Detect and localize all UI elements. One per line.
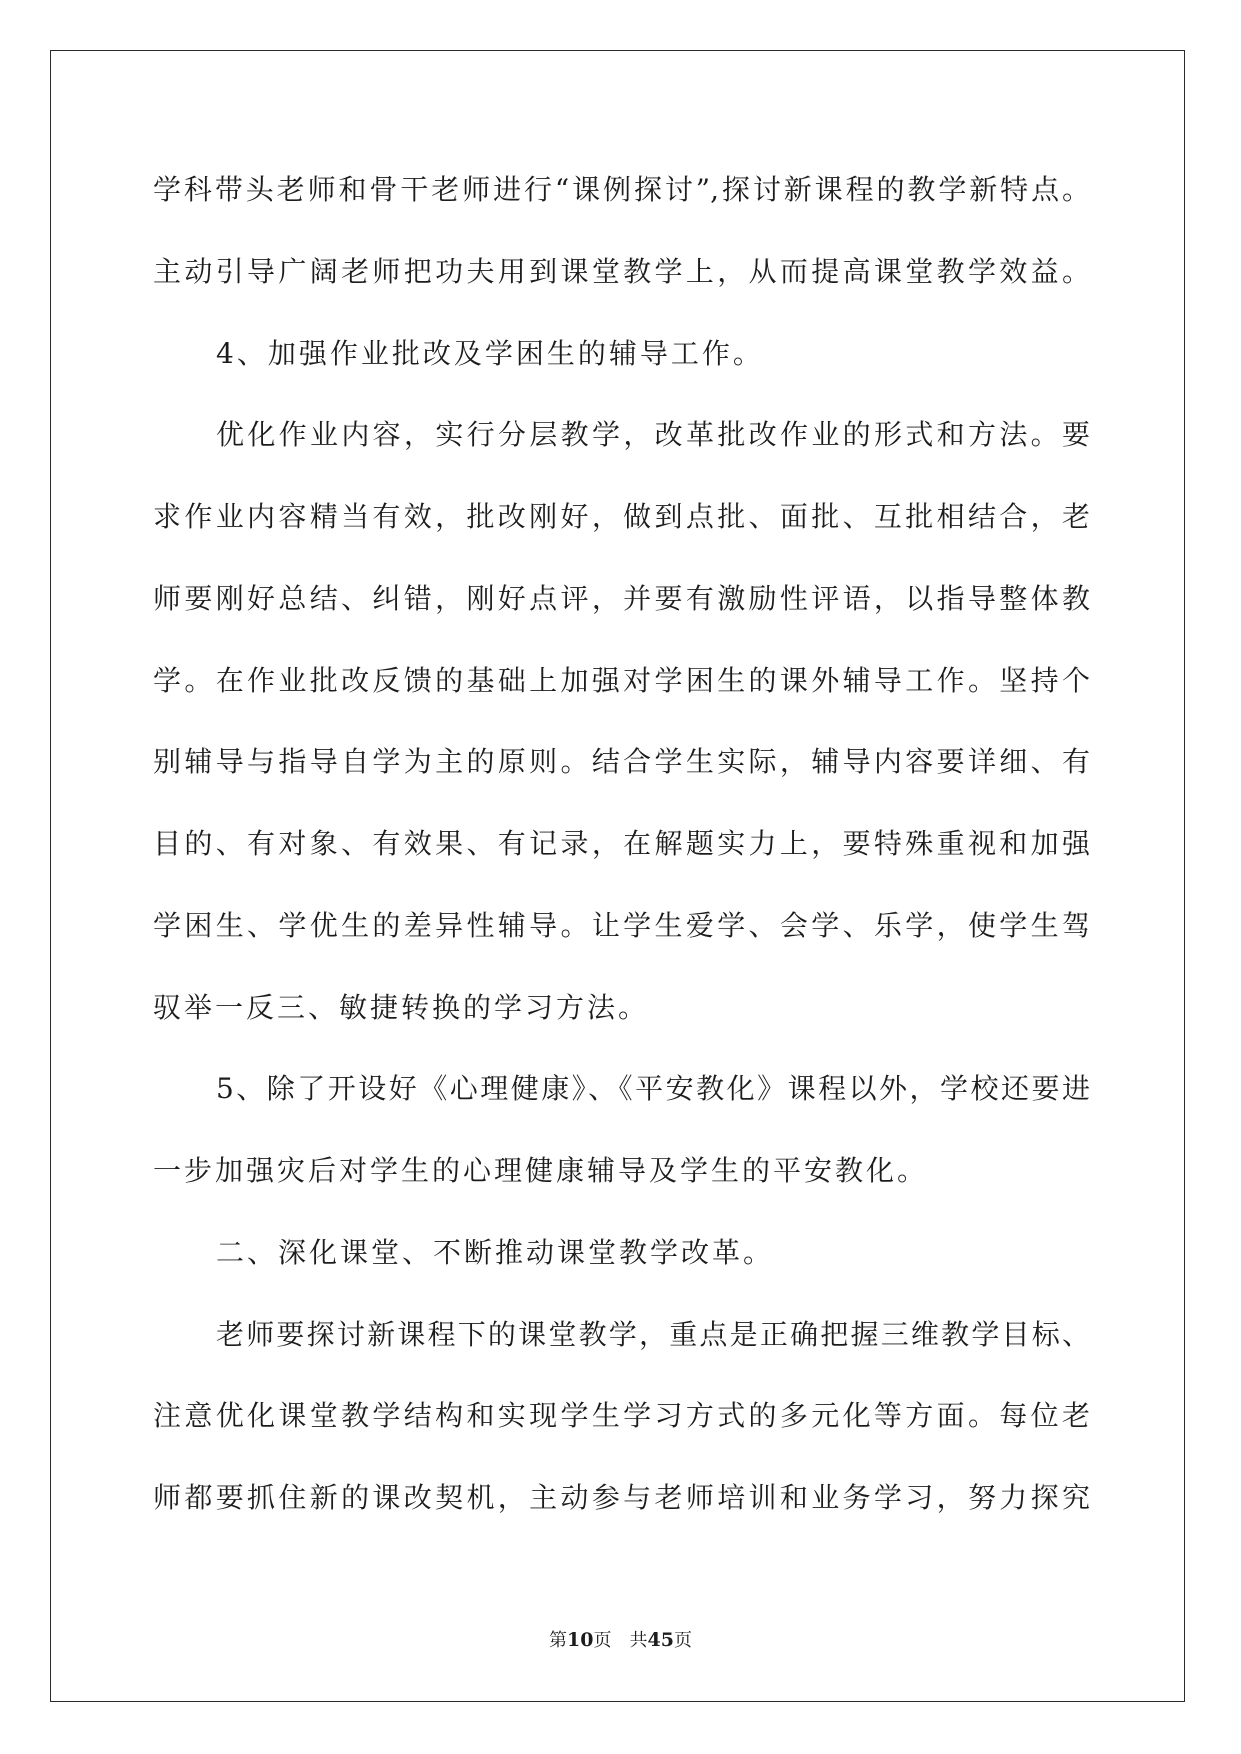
text-line: 一步加强灾后对学生的心理健康辅导及学生的平安教化。 bbox=[153, 1154, 929, 1187]
page-number-total: 45 bbox=[647, 1629, 674, 1651]
page-number-current: 10 bbox=[567, 1629, 594, 1651]
text-line: 师要刚好总结、纠错，刚好点评，并要有激励性评语，以指导整体教 bbox=[153, 581, 1090, 615]
text-line: 学。在作业批改反馈的基础上加强对学困生的课外辅导工作。坚持个 bbox=[153, 663, 1090, 697]
text-line: 别辅导与指导自学为主的原则。结合学生实际，辅导内容要详细、有 bbox=[153, 745, 1090, 779]
text-line: 师都要抓住新的课改契机，主动参与老师培训和业务学习，努力探究 bbox=[153, 1481, 1090, 1514]
text-line: 驭举一反三、敏捷转换的学习方法。 bbox=[153, 990, 650, 1024]
page-number-suffix: 页 bbox=[593, 1630, 612, 1651]
text-line: 优化作业内容，实行分层教学，改革批改作业的形式和方法。要 bbox=[216, 418, 1090, 452]
text-line: 老师要探讨新课程下的课堂教学，重点是正确把握三维教学目标、 bbox=[216, 1317, 1090, 1351]
page-body bbox=[153, 149, 1090, 1539]
text-line: 学科带头老师和骨干老师进行“课例探讨”,探讨新课程的教学新特点。 bbox=[153, 173, 1090, 206]
page-total-suffix: 页 bbox=[673, 1630, 692, 1651]
text-line: 目的、有对象、有效果、有记录，在解题实力上，要特殊重视和加强 bbox=[153, 827, 1090, 860]
text-line: 学困生、学优生的差异性辅导。让学生爱学、会学、乐学，使学生驾 bbox=[153, 908, 1090, 942]
text-line: 注意优化课堂教学结构和实现学生学习方式的多元化等方面。每位老 bbox=[153, 1399, 1090, 1433]
section-heading: 二、深化课堂、不断推动课堂教学改革。 bbox=[216, 1235, 775, 1269]
page-footer bbox=[0, 1626, 1241, 1655]
text-line: 5、除了开设好《心理健康》、《平安教化》课程以外，学校还要进 bbox=[216, 1072, 1090, 1106]
text-line: 主动引导广阔老师把功夫用到课堂教学上，从而提高课堂教学效益。 bbox=[153, 254, 1090, 288]
text-line: 求作业内容精当有效，批改刚好，做到点批、面批、互批相结合，老 bbox=[153, 500, 1090, 533]
section-heading: 4、加强作业批改及学困生的辅导工作。 bbox=[216, 336, 764, 370]
page-total-prefix: 共 bbox=[629, 1630, 648, 1651]
page-number-prefix: 第 bbox=[549, 1630, 568, 1651]
